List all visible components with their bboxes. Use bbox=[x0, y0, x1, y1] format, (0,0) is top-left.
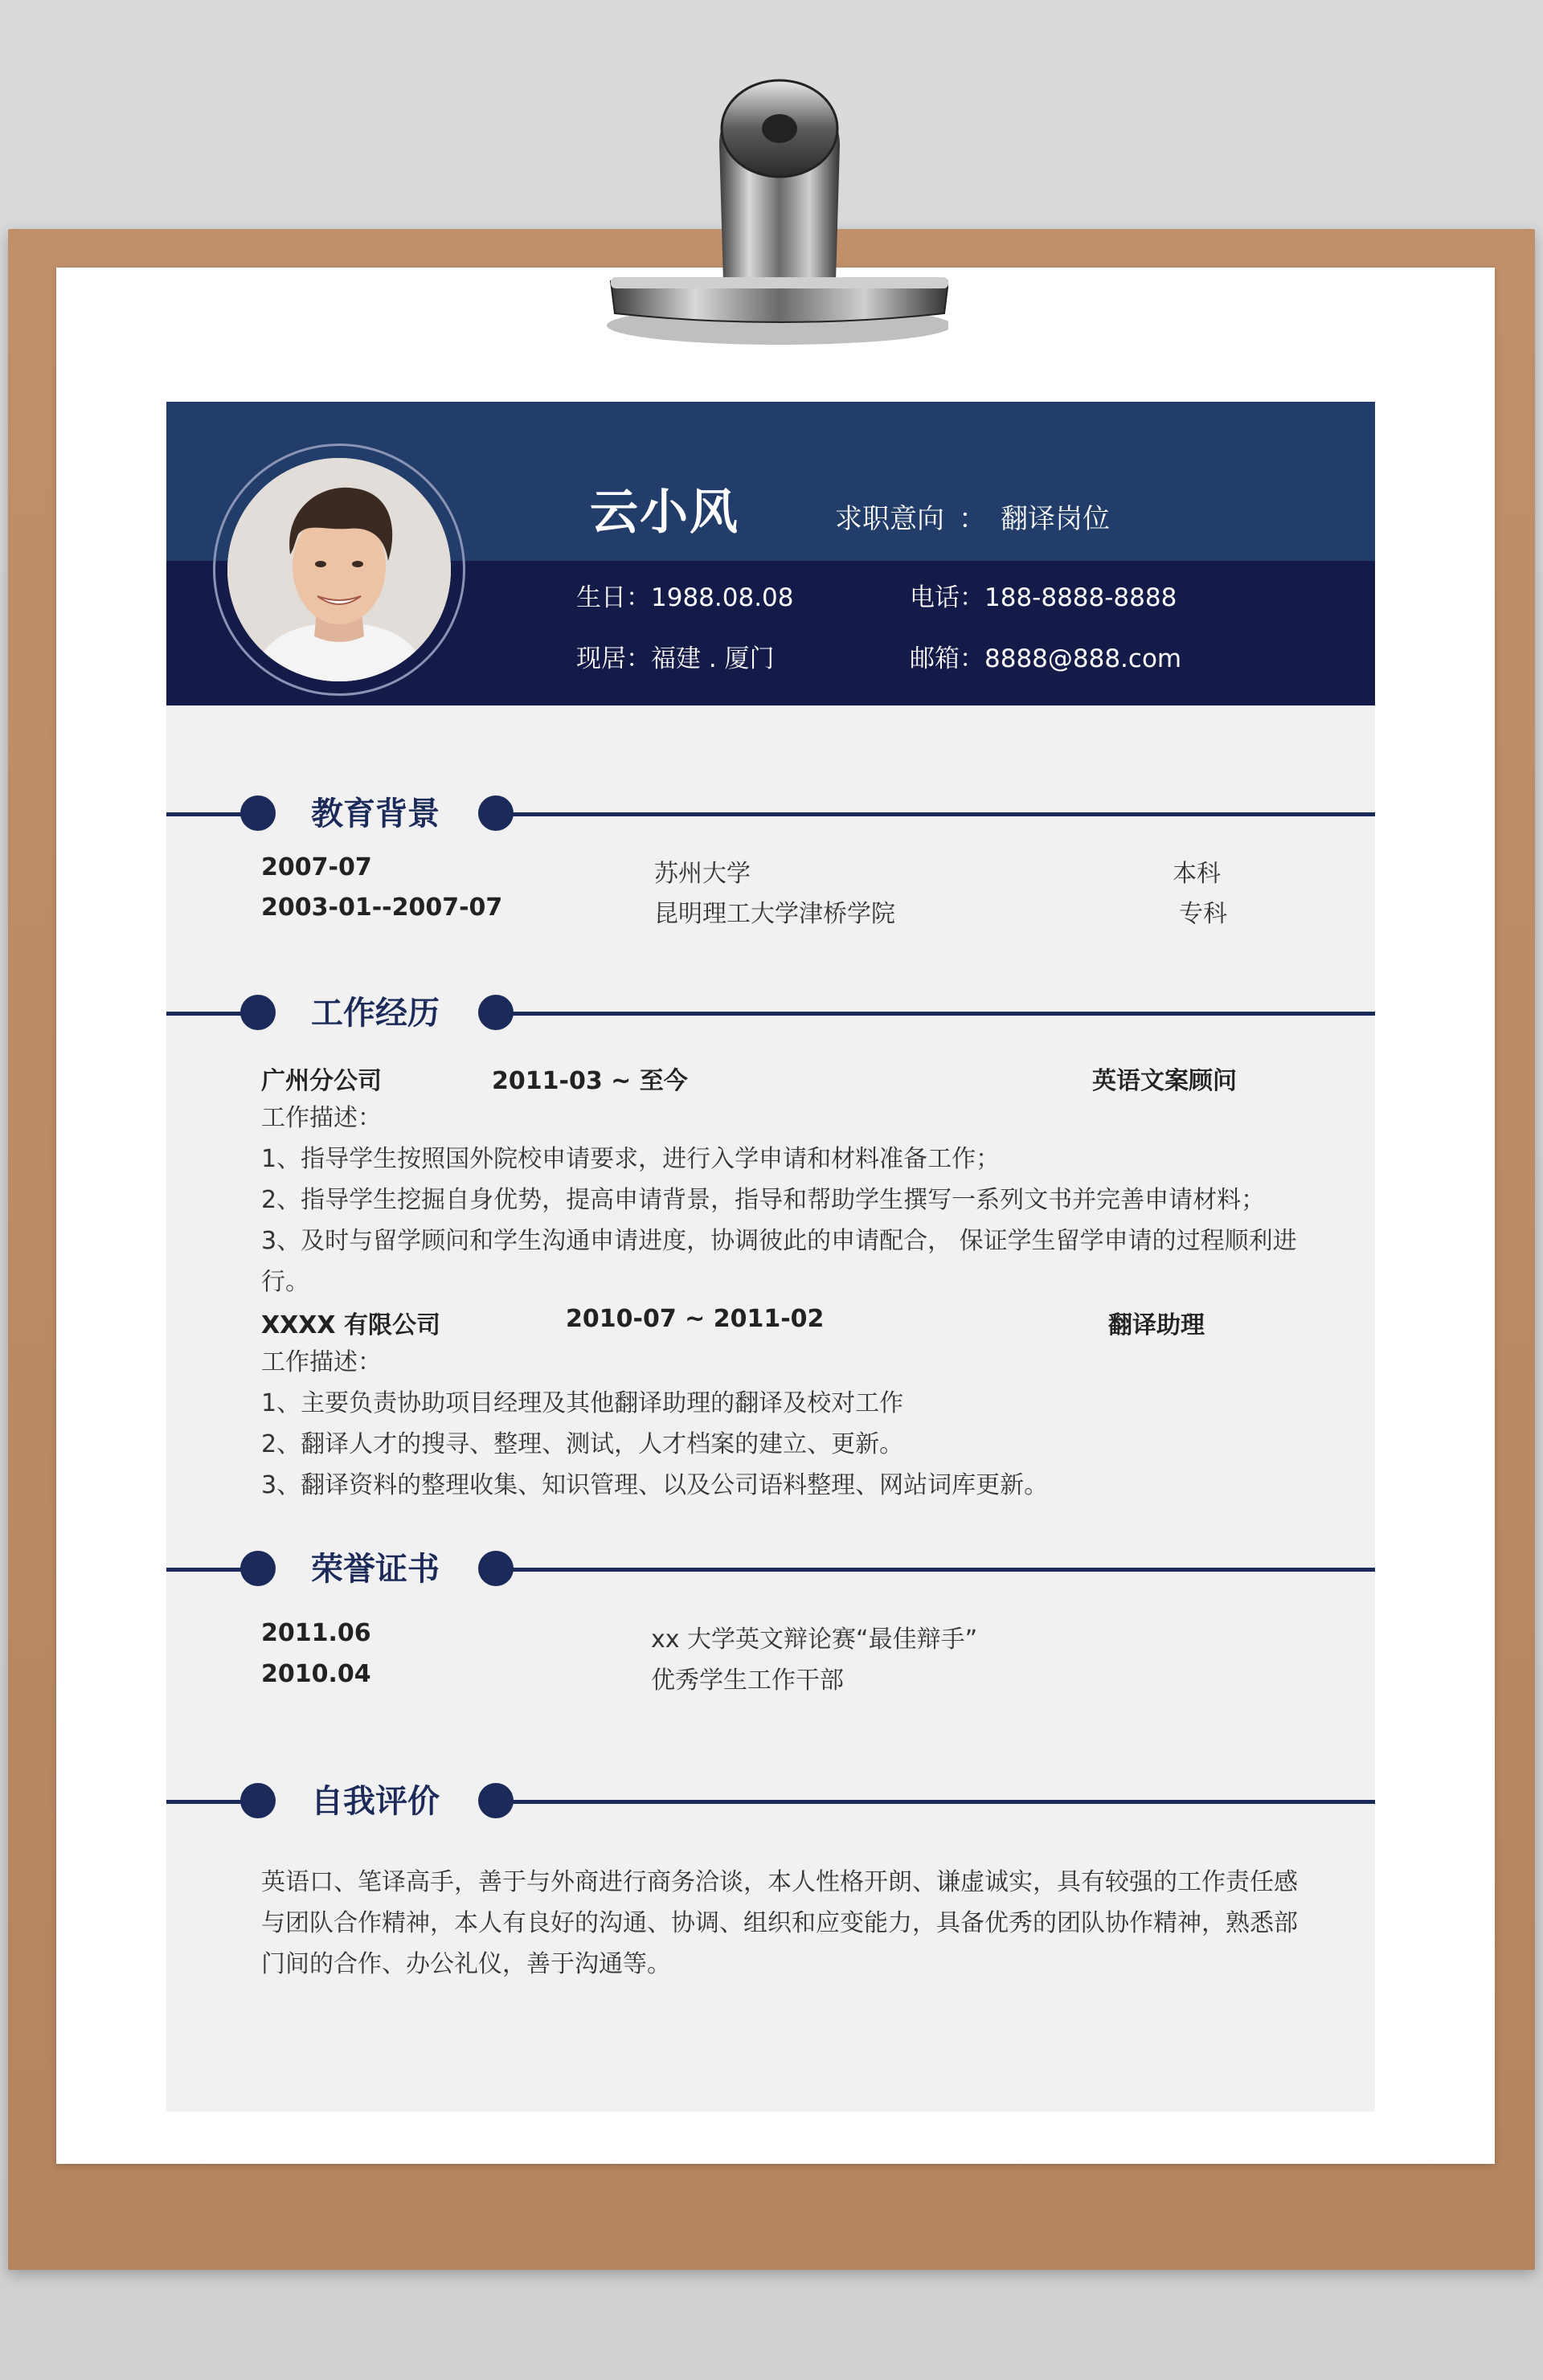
section-dot-right bbox=[478, 1551, 514, 1586]
birthday: 生日：1988.08.08 bbox=[576, 583, 794, 612]
person-photo-icon bbox=[227, 458, 451, 681]
section-honors-header bbox=[166, 1545, 1375, 1593]
job-2-item-1: 1、主要负责协助项目经理及其他翻译助理的翻译及校对工作 bbox=[261, 1389, 904, 1417]
residence: 现居：福建 . 厦门 bbox=[576, 644, 775, 673]
resume-page bbox=[166, 402, 1375, 2112]
section-line-left bbox=[166, 1568, 247, 1572]
section-dot-right bbox=[478, 995, 514, 1030]
self-eval-text: 英语口、笔译高手，善于与外商进行商务洽谈，本人性格开朗、谦虚诚实，具有较强的工作责任感与团队合作精神，本人有良好的沟通、协调、组织和应变能力，具备优秀的团队协作精神，熟悉部门间的合作、办公礼仪，善于沟通等。 bbox=[261, 1868, 1298, 1978]
section-line-right bbox=[512, 1568, 1375, 1572]
section-honors-title: 荣誉证书 bbox=[311, 1551, 440, 1588]
job-2-company: XXXX 有限公司 bbox=[261, 1311, 440, 1339]
job-1-description bbox=[261, 1098, 1298, 1302]
edu-row-1-degree: 本科 bbox=[1173, 860, 1221, 888]
section-line-left bbox=[166, 1012, 247, 1016]
job-2-description bbox=[261, 1342, 1298, 1506]
job-1-item-2: 2、指导学生挖掘自身优势，提高申请背景，指导和帮助学生撰写一系列文书并完善申请材料； bbox=[261, 1186, 1266, 1214]
edu-row-1-date: 2007-07 bbox=[261, 853, 372, 881]
section-dot-left bbox=[240, 795, 276, 831]
section-line-right bbox=[512, 1012, 1375, 1016]
job-1-company: 广州分公司 bbox=[261, 1067, 382, 1095]
section-line-left bbox=[166, 812, 247, 816]
job-1-desc-label: 工作描述： bbox=[261, 1104, 382, 1132]
edu-row-2-school: 昆明理工大学津桥学院 bbox=[654, 900, 895, 928]
section-line-right bbox=[512, 1800, 1375, 1804]
section-education-title: 教育背景 bbox=[311, 795, 440, 832]
job-2-item-3: 3、翻译资料的整理收集、知识管理、以及公司语料整理、网站词库更新。 bbox=[261, 1471, 1049, 1499]
section-work-title: 工作经历 bbox=[311, 995, 440, 1032]
section-work-header bbox=[166, 989, 1375, 1037]
section-dot-right bbox=[478, 795, 514, 831]
email: 邮箱：8888@888.com bbox=[910, 644, 1182, 673]
edu-row-2-date: 2003-01--2007-07 bbox=[261, 894, 503, 922]
phone: 电话：188-8888-8888 bbox=[910, 583, 1177, 612]
section-line-left bbox=[166, 1800, 247, 1804]
section-self-eval-title: 自我评价 bbox=[311, 1783, 440, 1820]
section-education-header bbox=[166, 790, 1375, 838]
section-self-eval-header bbox=[166, 1777, 1375, 1826]
section-line-right bbox=[512, 812, 1375, 816]
honor-1-text: xx 大学英文辩论赛“最佳辩手” bbox=[651, 1626, 978, 1654]
honor-1-date: 2011.06 bbox=[261, 1619, 371, 1647]
edu-row-1-school: 苏州大学 bbox=[654, 860, 751, 888]
edu-row-2-degree: 专科 bbox=[1179, 900, 1227, 928]
resume-header bbox=[166, 402, 1375, 705]
honor-2-date: 2010.04 bbox=[261, 1660, 371, 1688]
section-dot-left bbox=[240, 1551, 276, 1586]
avatar bbox=[227, 458, 451, 681]
section-dot-right bbox=[478, 1783, 514, 1818]
job-2-desc-label: 工作描述： bbox=[261, 1348, 382, 1376]
job-intent-value: 翻译岗位 bbox=[1001, 503, 1110, 535]
job-intent bbox=[835, 497, 1110, 536]
job-intent-separator: ： bbox=[959, 503, 986, 535]
binder-clip-icon bbox=[579, 48, 948, 354]
job-2-role: 翻译助理 bbox=[1108, 1311, 1205, 1339]
candidate-name: 云小风 bbox=[590, 485, 739, 541]
job-2-period: 2010-07 ~ 2011-02 bbox=[566, 1305, 825, 1333]
job-1-item-1: 1、指导学生按照国外院校申请要求，进行入学申请和材料准备工作； bbox=[261, 1145, 1001, 1173]
honor-2-text: 优秀学生工作干部 bbox=[651, 1666, 844, 1695]
job-1-period: 2011-03 ~ 至今 bbox=[492, 1067, 688, 1095]
job-2-item-2: 2、翻译人才的搜寻、整理、测试，人才档案的建立、更新。 bbox=[261, 1430, 904, 1458]
job-1-item-3: 3、及时与留学顾问和学生沟通申请进度，协调彼此的申请配合， 保证学生留学申请的过程顺利进行。 bbox=[261, 1227, 1297, 1296]
section-dot-left bbox=[240, 995, 276, 1030]
job-intent-label: 求职意向 bbox=[835, 503, 944, 535]
job-1-role: 英语文案顾问 bbox=[1092, 1067, 1237, 1095]
section-dot-left bbox=[240, 1783, 276, 1818]
